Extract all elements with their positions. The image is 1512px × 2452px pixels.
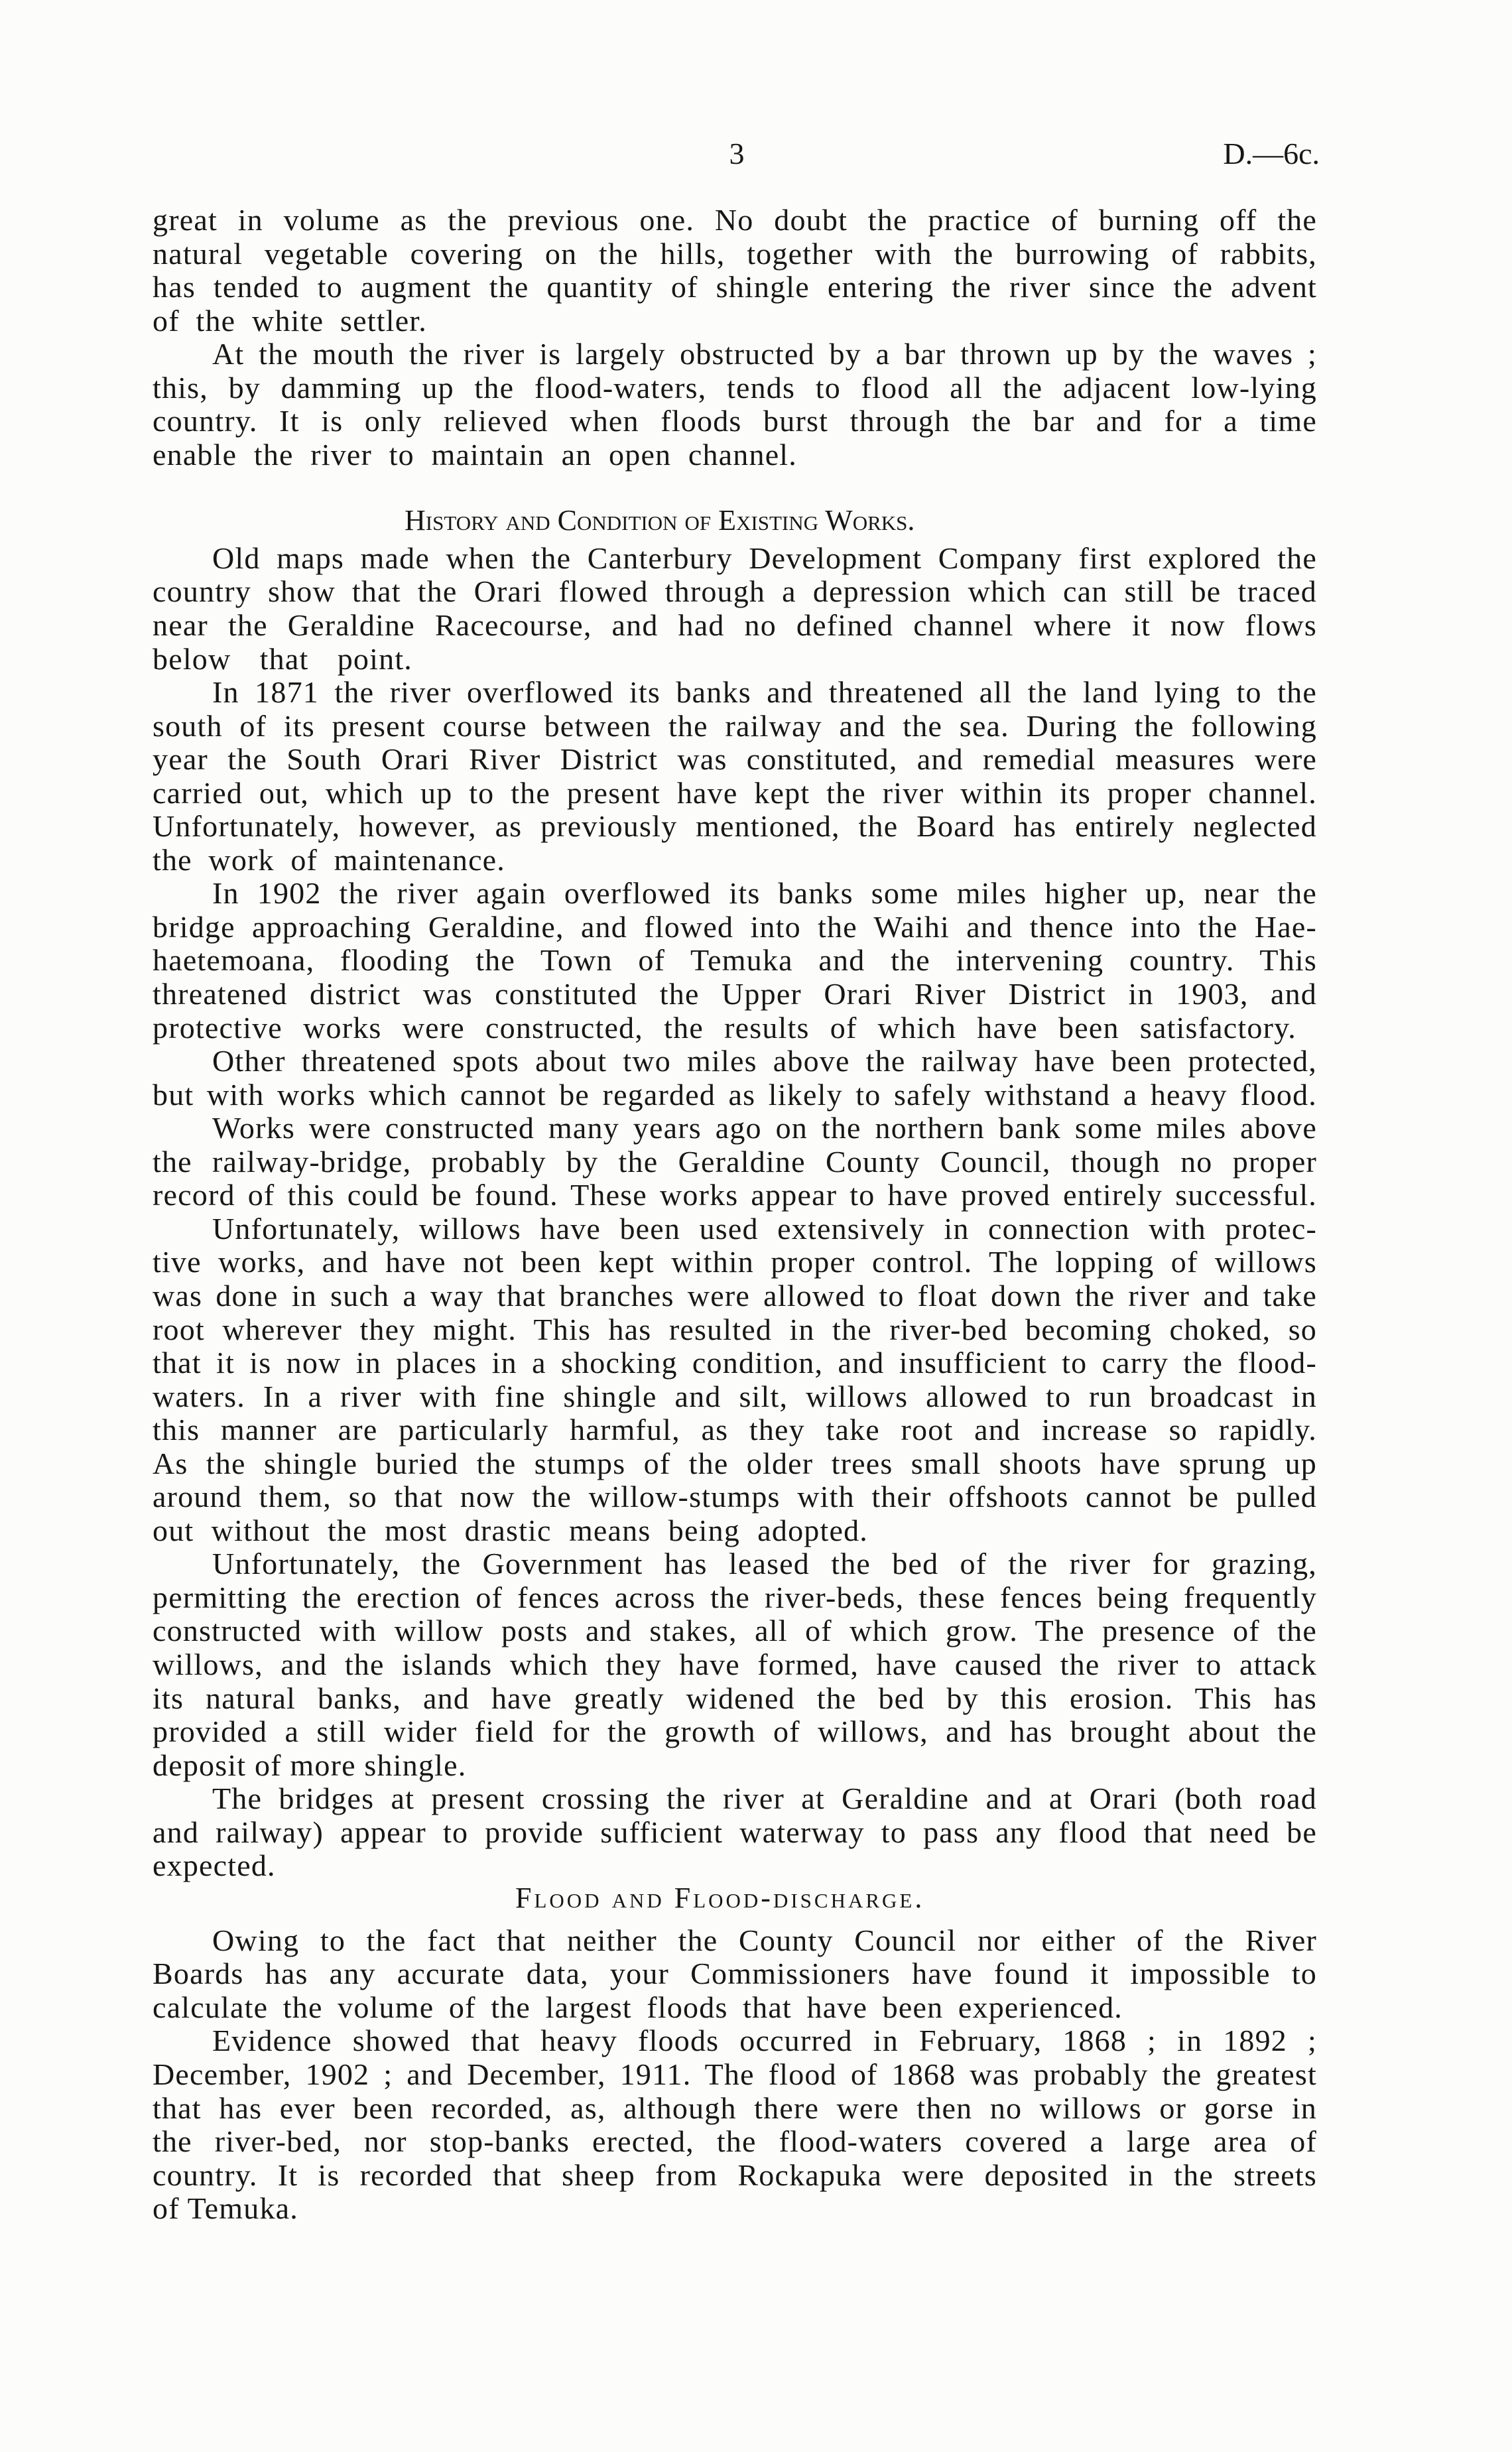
paragraph	[153, 1547, 1317, 1782]
text-line: enable the river to maintain an open channel.	[153, 437, 797, 472]
text-line: year the South Orari River District was constituted, and remedial measures were	[153, 742, 1317, 777]
text-line: that it is now in places in a shocking condition, and insufficient to carry the flood-	[153, 1346, 1317, 1380]
paragraph	[153, 676, 1317, 877]
text-line: permitting the erection of fences across the river-beds, these fences being frequently	[153, 1580, 1317, 1614]
text-line: threatened district was constituted the Upper Orari River District in 1903, and	[153, 977, 1317, 1011]
text-line: December, 1902 ; and December, 1911. The flood of 1868 was probably the greatest	[153, 2057, 1317, 2092]
text-line: expected.	[153, 1848, 276, 1883]
text-line: Boards has any accurate data, your Commissioners have found it impossible to	[153, 1957, 1317, 1991]
paragraph	[153, 1924, 1317, 2025]
text-line: Old maps made when the Canterbury Development Company first explored the	[212, 541, 1317, 575]
text-line: of Temuka.	[153, 2191, 298, 2226]
text-line: constructed with willow posts and stakes, all of which grow. The presence of the	[153, 1614, 1317, 1648]
text-line: tive works, and have not been kept within proper control. The lopping of willows	[153, 1245, 1317, 1279]
text-line: Other threatened spots about two miles above the railway have been protected,	[212, 1044, 1317, 1078]
text-line: protective works were constructed, the results of which have been satisfactory.	[153, 1010, 1296, 1045]
text-line: Works were constructed many years ago on the northern bank some miles above	[212, 1111, 1317, 1145]
paragraph	[153, 1045, 1317, 1112]
text-line: country. It is only relieved when floods burst through the bar and for a time	[153, 404, 1317, 438]
paragraph	[153, 1212, 1317, 1547]
text-line: natural vegetable covering on the hills, together with the burrowing of rabbits,	[153, 236, 1317, 271]
text-line: Unfortunately, willows have been used extensively in connection with protec-	[212, 1211, 1317, 1246]
text-line: this manner are particularly harmful, as they take root and increase so rapidly.	[153, 1413, 1317, 1447]
paragraph	[153, 204, 1317, 338]
text-line: calculate the volume of the largest floods that have been experienced.	[153, 1990, 1123, 2024]
text-line: haetemoana, flooding the Town of Temuka and the intervening country. This	[153, 943, 1317, 978]
text-line: In 1902 the river again overflowed its banks some miles higher up, near the	[212, 876, 1317, 911]
text-line: country. It is recorded that sheep from Rockapuka were deposited in the streets	[153, 2158, 1317, 2192]
body-text	[153, 204, 1317, 2226]
section-heading-history: History and Condition of Existing Works.	[405, 504, 915, 537]
text-line: was done in such a way that branches were allowed to float down the river and take	[153, 1278, 1317, 1313]
text-line: country show that the Orari flowed through a depression which can still be traced	[153, 574, 1317, 609]
text-line: the river-bed, nor stop-banks erected, the flood-waters covered a large area of	[153, 2124, 1317, 2159]
text-line: of the white settler.	[153, 303, 427, 338]
text-line: waters. In a river with fine shingle and silt, willows allowed to run broadcast in	[153, 1379, 1317, 1413]
text-line: Unfortunately, the Government has leased the bed of the river for grazing,	[212, 1547, 1317, 1581]
text-line: At the mouth the river is largely obstructed by a bar thrown up by the waves ;	[212, 337, 1317, 371]
text-line: has tended to augment the quantity of shingle entering the river since the advent	[153, 270, 1317, 304]
text-line: provided a still wider field for the growth of willows, and has brought about the	[153, 1714, 1317, 1749]
paragraph	[153, 1782, 1317, 1883]
text-line: willows, and the islands which they have formed, have caused the river to attack	[153, 1647, 1317, 1681]
text-line: the work of maintenance.	[153, 842, 505, 877]
document-reference: D.—6c.	[1223, 137, 1320, 170]
text-line: below that point.	[153, 641, 412, 676]
text-line: carried out, which up to the present have kept the river within its proper channel.	[153, 775, 1317, 810]
text-line: root wherever they might. This has resulted in the river-bed becoming choked, so	[153, 1312, 1317, 1346]
section-heading-flood: Flood and Flood-discharge.	[515, 1881, 925, 1914]
text-line: Unfortunately, however, as previously mentioned, the Board has entirely neglected	[153, 809, 1317, 844]
text-line: that has ever been recorded, as, although there were then no willows or gorse in	[153, 2091, 1317, 2125]
paragraph	[153, 2024, 1317, 2225]
paragraph	[153, 877, 1317, 1045]
paragraph	[153, 1112, 1317, 1212]
text-line: but with works which cannot be regarded as likely to safely withstand a heavy flood.	[153, 1077, 1317, 1112]
paragraph	[153, 338, 1317, 472]
text-line: out without the most drastic means being adopted.	[153, 1513, 868, 1547]
text-line: around them, so that now the willow-stumps with their offshoots cannot be pulled	[153, 1480, 1317, 1514]
text-line: record of this could be found. These works appear to have proved entirely successful.	[153, 1178, 1317, 1212]
text-line: bridge approaching Geraldine, and flowed into the Waihi and thence into the Hae-	[153, 909, 1317, 944]
page-number: 3	[729, 137, 745, 170]
text-line: In 1871 the river overflowed its banks and threatened all the land lying to the	[212, 675, 1317, 710]
paragraph	[153, 542, 1317, 676]
text-line: great in volume as the previous one. No doubt the practice of burning off the	[153, 203, 1317, 237]
text-line: Owing to the fact that neither the County Council nor either of the River	[212, 1923, 1317, 1957]
text-line: The bridges at present crossing the river at Geraldine and at Orari (both road	[212, 1781, 1317, 1816]
text-line: Evidence showed that heavy floods occurred in February, 1868 ; in 1892 ;	[212, 2024, 1317, 2058]
text-line: near the Geraldine Racecourse, and had no defined channel where it now flows	[153, 608, 1317, 643]
text-line: the railway-bridge, probably by the Geraldine County Council, though no proper	[153, 1144, 1317, 1179]
text-line: and railway) appear to provide sufficient waterway to pass any flood that need be	[153, 1815, 1317, 1849]
text-line: south of its present course between the railway and the sea. During the following	[153, 708, 1317, 743]
text-line: this, by damming up the flood-waters, tends to flood all the adjacent low-lying	[153, 370, 1317, 405]
text-line: As the shingle buried the stumps of the older trees small shoots have sprung up	[153, 1446, 1317, 1480]
text-line: deposit of more shingle.	[153, 1748, 467, 1782]
text-line: its natural banks, and have greatly widened the bed by this erosion. This has	[153, 1681, 1317, 1715]
